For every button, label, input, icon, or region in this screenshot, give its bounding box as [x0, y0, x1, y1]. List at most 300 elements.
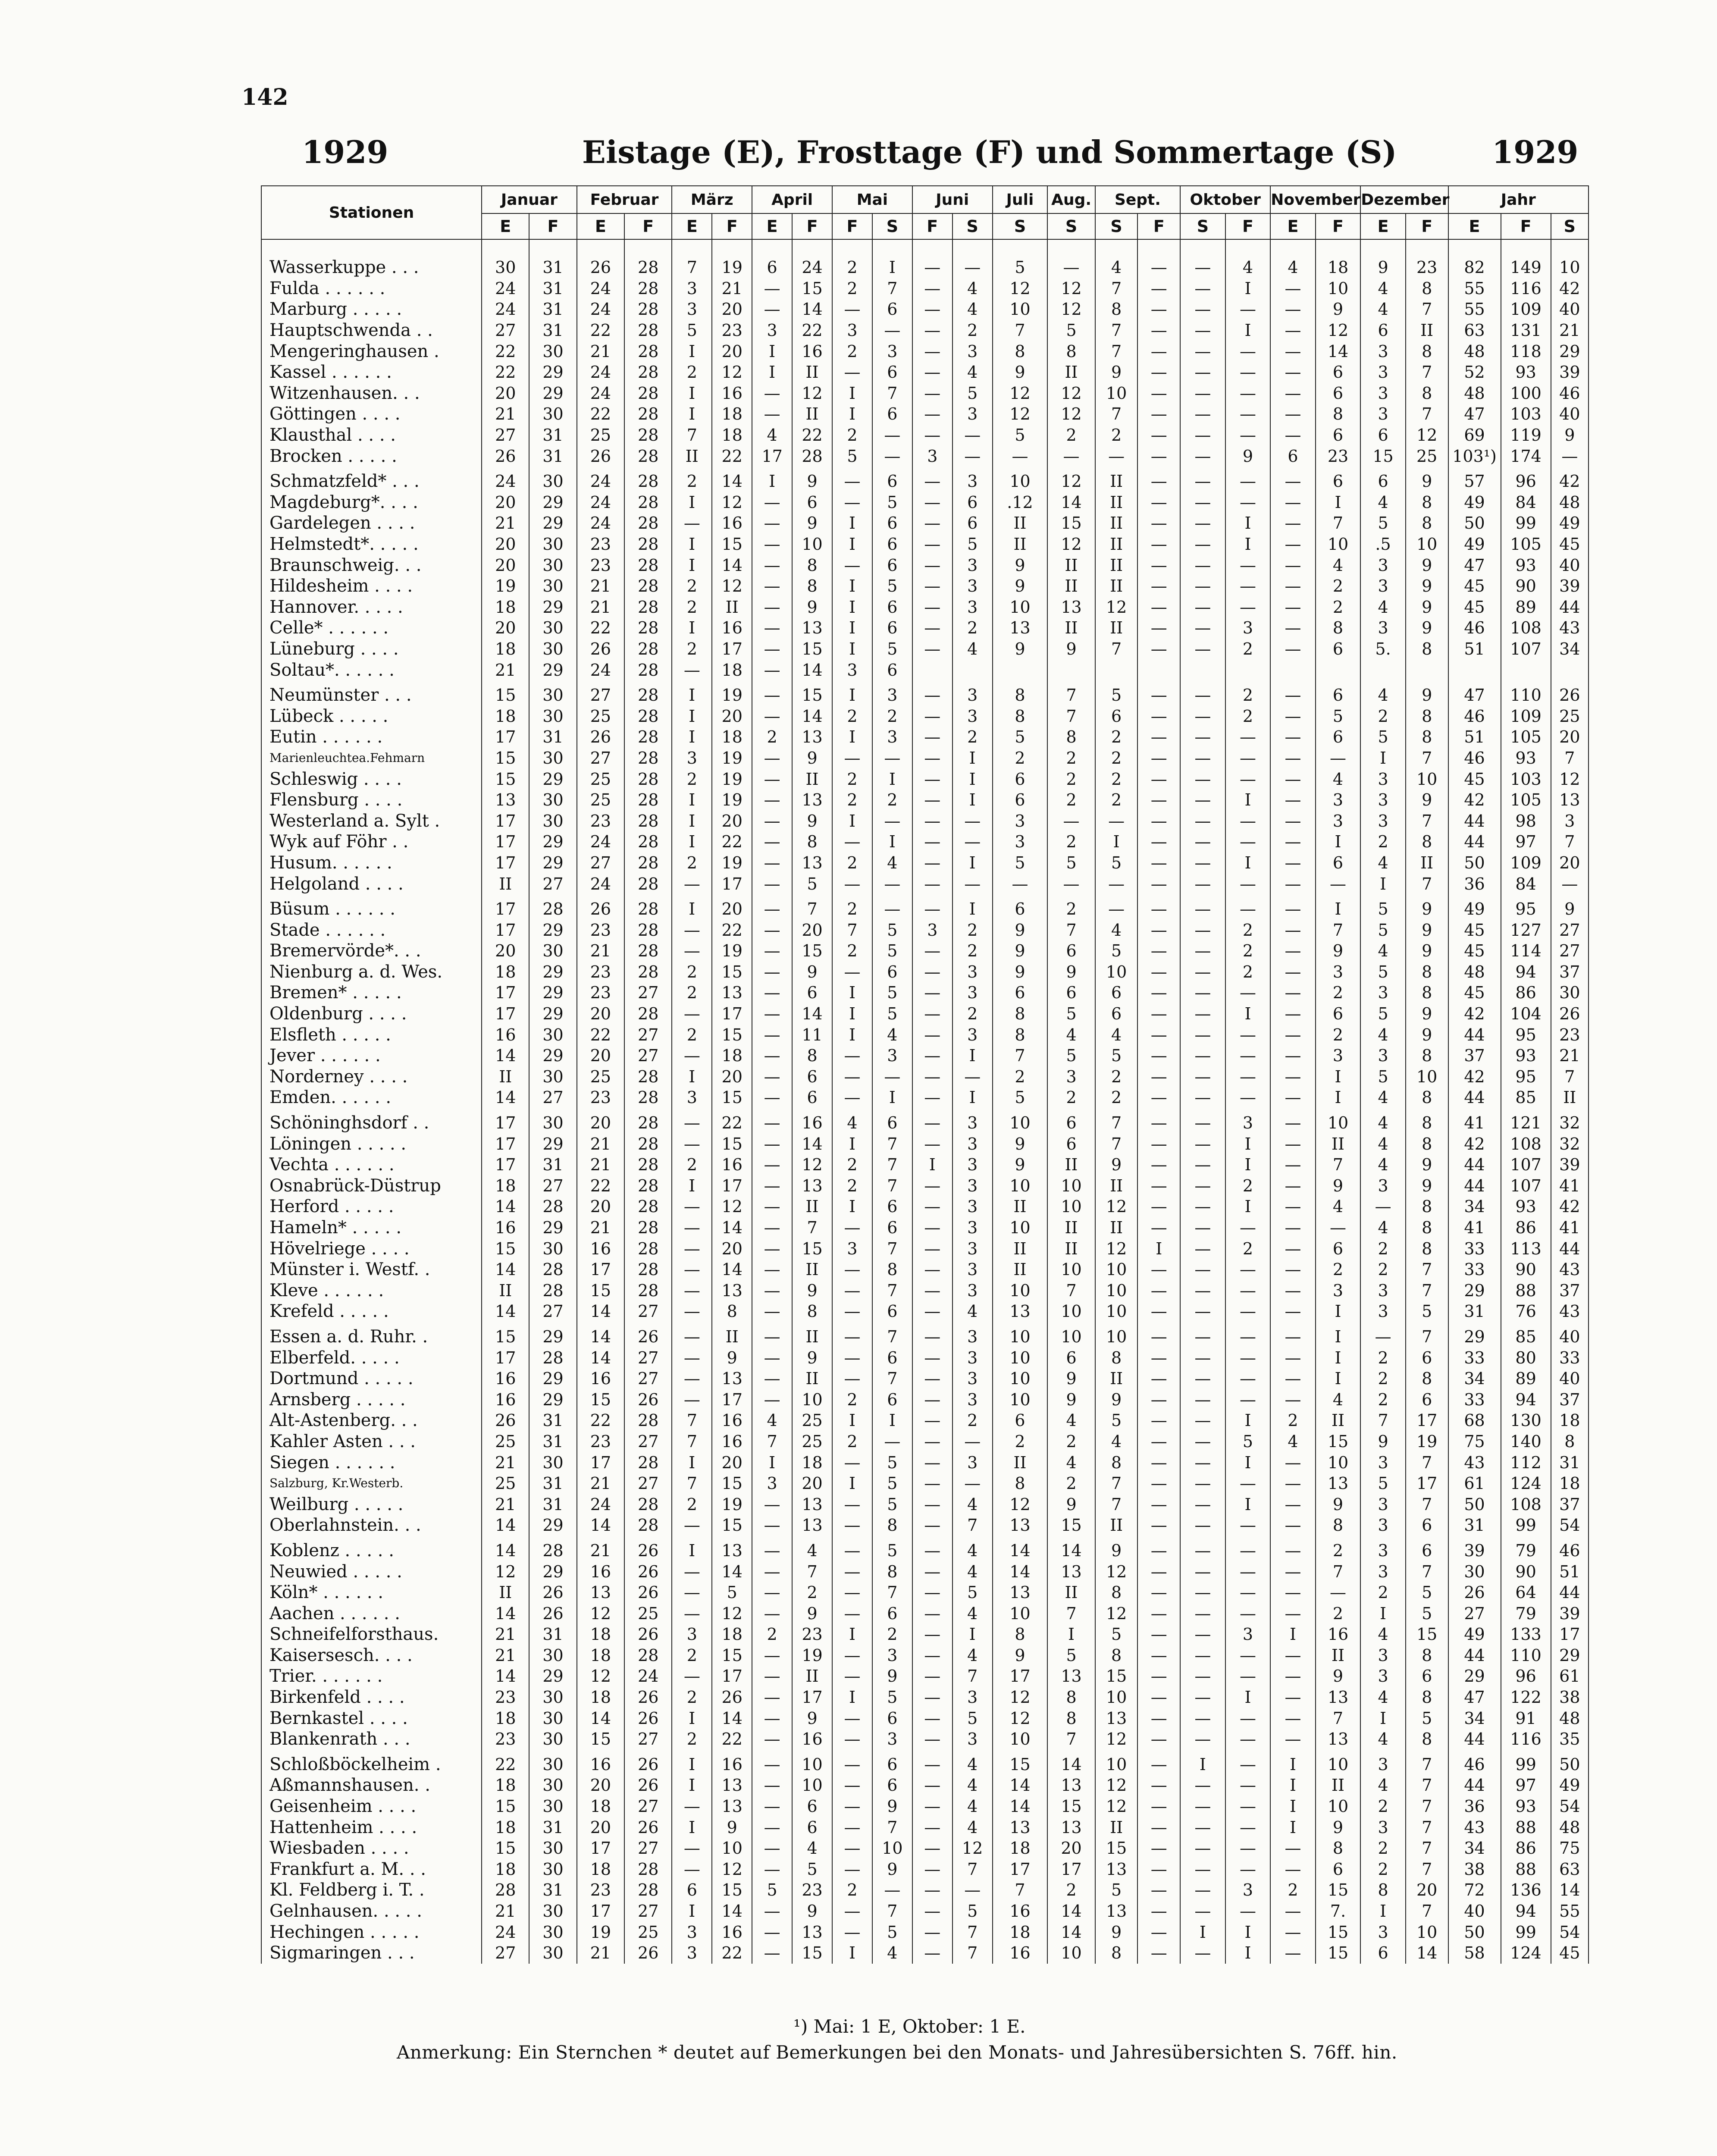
value-cell: 10	[993, 299, 1048, 320]
value-cell: 9	[1316, 299, 1361, 320]
value-cell: I	[672, 1066, 712, 1087]
value-cell: 16	[577, 1368, 624, 1389]
subcolumn-header: F	[1316, 213, 1361, 239]
value-cell: 14	[712, 1259, 752, 1280]
value-cell: 13	[1095, 1859, 1138, 1880]
value-cell: 98	[1501, 810, 1551, 831]
value-cell: 103	[1501, 768, 1551, 790]
value-cell: 27	[624, 1473, 672, 1494]
value-cell: —	[752, 1775, 792, 1796]
value-cell: 25	[577, 790, 624, 811]
value-cell: 9	[993, 1154, 1048, 1175]
value-cell: —	[752, 1603, 792, 1624]
subcolumn-header: S	[872, 213, 912, 239]
value-cell: 16	[712, 1921, 752, 1943]
value-cell: 8	[1047, 1687, 1095, 1708]
value-cell: —	[912, 1515, 952, 1536]
value-cell: 28	[624, 341, 672, 362]
value-cell: 6	[872, 1347, 912, 1368]
value-cell: 7	[872, 383, 912, 404]
value-cell: I	[672, 534, 712, 555]
value-cell: —	[1180, 919, 1225, 940]
value-cell: 21	[712, 278, 752, 299]
value-cell: 30	[529, 1452, 577, 1473]
value-cell: 24	[577, 831, 624, 852]
value-cell: 97	[1501, 1775, 1551, 1796]
value-cell: 15	[1406, 1624, 1448, 1645]
value-cell: 4	[1360, 1687, 1406, 1708]
value-cell: 3	[1360, 362, 1406, 383]
value-cell: 26	[624, 1750, 672, 1775]
value-cell: 13	[792, 852, 832, 874]
value-cell: 2	[1047, 748, 1095, 769]
value-cell: I	[752, 341, 792, 362]
value-cell: 7	[1551, 748, 1589, 769]
station-name: Helgoland . . . .	[261, 873, 482, 894]
value-cell: 8	[1316, 404, 1361, 425]
value-cell: 103	[1501, 404, 1551, 425]
value-cell: 5	[872, 1452, 912, 1473]
value-cell: 7	[872, 1817, 912, 1838]
spacer-cell	[872, 239, 912, 257]
value-cell: 31	[529, 299, 577, 320]
value-cell: 12	[577, 1603, 624, 1624]
annotation: Anmerkung: Ein Sternchen * deutet auf Bemerkungen bei den Monats- und Jahresübersichten S. 76ff. hin.	[397, 2042, 1397, 2063]
value-cell: 2	[832, 705, 872, 727]
value-cell: 26	[712, 1687, 752, 1708]
value-cell: —	[1180, 1024, 1225, 1045]
value-cell: —	[1270, 982, 1316, 1003]
value-cell: 9	[872, 1859, 912, 1880]
value-cell: 6	[1270, 445, 1316, 467]
value-cell: 20	[712, 810, 752, 831]
value-cell: 23	[577, 555, 624, 576]
value-cell: —	[1225, 341, 1271, 362]
station-name: Salzburg, Kr.Westerb.	[261, 1473, 482, 1494]
value-cell: 3	[1316, 810, 1361, 831]
value-cell: —	[1137, 639, 1180, 660]
value-cell: 31	[1448, 1301, 1501, 1322]
value-cell: 127	[1501, 919, 1551, 940]
value-cell: —	[912, 1368, 952, 1389]
value-cell: 44	[1448, 1775, 1501, 1796]
value-cell: 16	[577, 1238, 624, 1259]
value-cell: 10	[993, 1389, 1048, 1410]
value-cell: —	[1180, 940, 1225, 962]
value-cell: —	[1270, 299, 1316, 320]
value-cell: —	[1270, 1347, 1316, 1368]
value-cell: —	[1270, 790, 1316, 811]
value-cell: II	[1316, 1133, 1361, 1154]
value-cell: 10	[1095, 1301, 1138, 1322]
value-cell: 10	[1095, 1687, 1138, 1708]
table-row	[261, 576, 1589, 597]
value-cell: 3	[1360, 768, 1406, 790]
value-cell: 7	[1095, 320, 1138, 341]
station-name: Hildesheim . . . .	[261, 576, 482, 597]
value-cell: 3	[952, 1687, 993, 1708]
table-row	[261, 1494, 1589, 1515]
value-cell: 5	[993, 1087, 1048, 1108]
value-cell: 5	[1047, 852, 1095, 874]
value-cell: I	[952, 1045, 993, 1066]
page-title: Eistage (E), Frosttage (F) und Sommertage (S)	[582, 134, 1397, 170]
value-cell: 7	[1406, 1750, 1448, 1775]
value-cell: 28	[624, 1217, 672, 1238]
value-cell: 22	[712, 1729, 752, 1750]
value-cell: 5	[952, 1901, 993, 1922]
value-cell: I	[672, 1708, 712, 1729]
value-cell: 50	[1448, 1494, 1501, 1515]
value-cell: 7	[872, 1154, 912, 1175]
station-name: Wiesbaden . . . .	[261, 1838, 482, 1859]
table-row	[261, 1452, 1589, 1473]
value-cell: 33	[1551, 1347, 1589, 1368]
value-cell: 75	[1448, 1431, 1501, 1452]
value-cell: —	[1047, 445, 1095, 467]
value-cell: 9	[712, 1817, 752, 1838]
table-row	[261, 597, 1589, 618]
table-row	[261, 1238, 1589, 1259]
value-cell: —	[1137, 810, 1180, 831]
value-cell: 9	[792, 513, 832, 534]
value-cell: 23	[577, 1431, 624, 1452]
value-cell: 6	[1047, 1133, 1095, 1154]
value-cell: 39	[1551, 1603, 1589, 1624]
value-cell: 40	[1551, 555, 1589, 576]
value-cell: —	[1225, 383, 1271, 404]
value-cell: —	[912, 1943, 952, 1964]
value-cell: 15	[482, 1838, 529, 1859]
value-cell: 9	[1406, 597, 1448, 618]
value-cell: 21	[482, 1494, 529, 1515]
value-cell: 9	[792, 597, 832, 618]
value-cell: —	[1180, 852, 1225, 874]
value-cell: —	[1137, 1645, 1180, 1666]
table-row	[261, 1280, 1589, 1301]
value-cell: —	[1225, 1796, 1271, 1817]
value-cell: 8	[1406, 1645, 1448, 1666]
value-cell: 24	[577, 362, 624, 383]
value-cell: —	[1180, 1322, 1225, 1348]
value-cell: 31	[529, 278, 577, 299]
value-cell: 113	[1501, 1238, 1551, 1259]
value-cell: 10	[1316, 1796, 1361, 1817]
value-cell: 25	[577, 705, 624, 727]
value-cell: 13	[792, 1515, 832, 1536]
value-cell: —	[752, 1729, 792, 1750]
value-cell: —	[912, 831, 952, 852]
spacer-cell	[672, 239, 712, 257]
value-cell: 9	[1095, 1536, 1138, 1561]
value-cell: 37	[1551, 1280, 1589, 1301]
value-cell: —	[1270, 467, 1316, 492]
value-cell: 2	[672, 576, 712, 597]
value-cell: 3	[952, 962, 993, 983]
value-cell: —	[912, 467, 952, 492]
value-cell: —	[912, 1108, 952, 1134]
value-cell: —	[1095, 873, 1138, 894]
value-cell: 52	[1448, 362, 1501, 383]
value-cell: 12	[1316, 320, 1361, 341]
value-cell: —	[1180, 383, 1225, 404]
subcolumn-header: E	[482, 213, 529, 239]
value-cell: —	[912, 1645, 952, 1666]
value-cell: —	[1137, 1175, 1180, 1197]
value-cell: 4	[1360, 1729, 1406, 1750]
value-cell: 7	[1316, 1154, 1361, 1175]
value-cell: 4	[1360, 597, 1406, 618]
value-cell: 4	[872, 852, 912, 874]
value-cell: 116	[1501, 278, 1551, 299]
value-cell: 14	[993, 1561, 1048, 1582]
value-cell: II	[993, 1259, 1048, 1280]
value-cell: 16	[482, 1024, 529, 1045]
value-cell: 16	[577, 1561, 624, 1582]
value-cell: —	[672, 1582, 712, 1603]
value-cell: —	[1225, 1750, 1271, 1775]
value-cell: 22	[577, 404, 624, 425]
value-cell: 7	[1406, 362, 1448, 383]
station-name: Hannover. . . . .	[261, 597, 482, 618]
value-cell: 105	[1501, 790, 1551, 811]
value-cell: 13	[712, 1280, 752, 1301]
value-cell: 3	[1360, 383, 1406, 404]
value-cell: 30	[529, 705, 577, 727]
value-cell: 7	[792, 894, 832, 920]
value-cell: 5	[952, 1582, 993, 1603]
value-cell: —	[912, 1901, 952, 1922]
value-cell: 12	[1047, 467, 1095, 492]
table-row	[261, 362, 1589, 383]
station-name: Weilburg . . . . .	[261, 1494, 482, 1515]
value-cell: 8	[1095, 1347, 1138, 1368]
value-cell: —	[832, 1775, 872, 1796]
value-cell: —	[1137, 705, 1180, 727]
value-cell: 27	[624, 1368, 672, 1389]
value-cell: II	[672, 445, 712, 467]
table-row	[261, 1536, 1589, 1561]
value-cell: 6	[1360, 1943, 1406, 1964]
value-cell: 29	[1448, 1280, 1501, 1301]
page-number: 142	[241, 84, 288, 110]
value-cell: —	[752, 1666, 792, 1687]
value-cell: 12	[1047, 278, 1095, 299]
spacer-cell	[993, 239, 1048, 257]
value-cell: 9	[993, 962, 1048, 983]
value-cell: —	[752, 1750, 792, 1775]
value-cell: 3	[1360, 1645, 1406, 1666]
value-cell: 75	[1551, 1838, 1589, 1859]
station-name: Witzenhausen. . .	[261, 383, 482, 404]
value-cell: 17	[712, 873, 752, 894]
value-cell: —	[1270, 1921, 1316, 1943]
value-cell: 9	[1406, 1003, 1448, 1025]
value-cell: 6	[1360, 467, 1406, 492]
value-cell: 30	[529, 1859, 577, 1880]
value-cell: 25	[624, 1921, 672, 1943]
value-cell: 28	[624, 659, 672, 680]
table-row	[261, 1217, 1589, 1238]
value-cell: 4	[952, 639, 993, 660]
value-cell: 13	[1047, 1666, 1095, 1687]
value-cell: 12	[952, 1838, 993, 1859]
value-cell: 13	[577, 1582, 624, 1603]
value-cell: I	[672, 727, 712, 748]
value-cell: 15	[712, 1515, 752, 1536]
table-row	[261, 748, 1589, 769]
value-cell: 2	[672, 1024, 712, 1045]
value-cell: 5	[1095, 852, 1138, 874]
value-cell: II	[1095, 1217, 1138, 1238]
value-cell: 10	[993, 1729, 1048, 1750]
value-cell: —	[752, 1045, 792, 1066]
value-cell: —	[912, 1452, 952, 1473]
value-cell: 25	[624, 1603, 672, 1624]
value-cell: —	[1225, 555, 1271, 576]
value-cell: —	[872, 425, 912, 446]
value-cell: —	[1270, 873, 1316, 894]
value-cell: 3	[872, 1045, 912, 1066]
value-cell: —	[912, 727, 952, 748]
value-cell: —	[1180, 748, 1225, 769]
value-cell: 28	[624, 1515, 672, 1536]
value-cell: 2	[1360, 1859, 1406, 1880]
value-cell: 8	[1095, 1943, 1138, 1964]
value-cell: 29	[1448, 1666, 1501, 1687]
value-cell: 50	[1448, 513, 1501, 534]
value-cell: 8	[1406, 341, 1448, 362]
table-row	[261, 1750, 1589, 1775]
value-cell: —	[912, 1536, 952, 1561]
value-cell: —	[1270, 1154, 1316, 1175]
value-cell: 2	[1225, 705, 1271, 727]
value-cell: 46	[1448, 617, 1501, 639]
value-cell: 23	[577, 962, 624, 983]
value-cell: 7	[672, 1473, 712, 1494]
value-cell: —	[1137, 1536, 1180, 1561]
value-cell: 42	[1551, 467, 1589, 492]
value-cell: 13	[792, 1921, 832, 1943]
value-cell: 45	[1448, 940, 1501, 962]
value-cell: 15	[712, 534, 752, 555]
value-cell: 28	[624, 1133, 672, 1154]
value-cell: —	[1137, 1880, 1180, 1901]
value-cell: 42	[1551, 1196, 1589, 1217]
value-cell: 58	[1448, 1943, 1501, 1964]
spacer-cell	[1270, 239, 1316, 257]
value-cell: 27	[624, 982, 672, 1003]
value-cell: 4	[1225, 257, 1271, 278]
value-cell: —	[1180, 1838, 1225, 1859]
value-cell: 7	[672, 1431, 712, 1452]
value-cell: 31	[1448, 1515, 1501, 1536]
value-cell: 49	[1551, 513, 1589, 534]
value-cell: 4	[1360, 1133, 1406, 1154]
table-row	[261, 1515, 1589, 1536]
value-cell: 2	[1360, 1389, 1406, 1410]
value-cell: —	[1137, 940, 1180, 962]
station-name: Herford . . . . .	[261, 1196, 482, 1217]
value-cell: 31	[529, 1494, 577, 1515]
value-cell: —	[1137, 1389, 1180, 1410]
value-cell: 30	[1448, 1561, 1501, 1582]
value-cell: —	[1180, 1196, 1225, 1217]
value-cell: I	[832, 680, 872, 706]
value-cell: 41	[1551, 1175, 1589, 1197]
value-cell: 149	[1501, 257, 1551, 278]
value-cell: —	[1137, 1750, 1180, 1775]
subcolumn-header: F	[624, 213, 672, 239]
value-cell: 28	[482, 1880, 529, 1901]
value-cell: —	[1180, 492, 1225, 513]
value-cell: 9	[1406, 1175, 1448, 1197]
value-cell: 93	[1501, 748, 1551, 769]
value-cell: 6	[1095, 1003, 1138, 1025]
value-cell: —	[1180, 1817, 1225, 1838]
value-cell: 14	[482, 1196, 529, 1217]
value-cell: 7	[1047, 1603, 1095, 1624]
value-cell: —	[752, 852, 792, 874]
value-cell: 8	[1406, 727, 1448, 748]
value-cell: 7	[1047, 1280, 1095, 1301]
value-cell: 15	[577, 1280, 624, 1301]
value-cell: 6	[1406, 1536, 1448, 1561]
value-cell: —	[1180, 1045, 1225, 1066]
value-cell: I	[1225, 1196, 1271, 1217]
value-cell: —	[1225, 1515, 1271, 1536]
value-cell: 5	[712, 1582, 752, 1603]
value-cell: —	[752, 1536, 792, 1561]
value-cell: 13	[712, 1775, 752, 1796]
value-cell: 30	[529, 1238, 577, 1259]
value-cell: —	[1270, 894, 1316, 920]
value-cell: 30	[529, 1921, 577, 1943]
value-cell: —	[1180, 810, 1225, 831]
value-cell: 18	[482, 705, 529, 727]
value-cell: 6	[1360, 425, 1406, 446]
value-cell: 27	[624, 1729, 672, 1750]
value-cell: —	[1270, 1452, 1316, 1473]
value-cell: II	[482, 1280, 529, 1301]
value-cell: 7	[1047, 919, 1095, 940]
value-cell: 16	[712, 1750, 752, 1775]
subcolumn-header: F	[1406, 213, 1448, 239]
value-cell: —	[1137, 1921, 1180, 1943]
value-cell: 18	[1551, 1410, 1589, 1431]
value-cell: —	[752, 982, 792, 1003]
value-cell: 3	[1360, 404, 1406, 425]
value-cell: 16	[482, 1368, 529, 1389]
value-cell: 28	[624, 320, 672, 341]
value-cell: 9	[1406, 940, 1448, 962]
value-cell: 19	[712, 768, 752, 790]
value-cell: 5	[1095, 1410, 1138, 1431]
value-cell: 7	[1406, 1561, 1448, 1582]
value-cell: .5	[1360, 534, 1406, 555]
station-name: Geisenheim . . . .	[261, 1796, 482, 1817]
value-cell: —	[872, 320, 912, 341]
value-cell: —	[1225, 1708, 1271, 1729]
value-cell: 7	[1095, 341, 1138, 362]
value-cell: 16	[712, 1410, 752, 1431]
value-cell	[1551, 659, 1589, 680]
value-cell: 9	[1047, 639, 1095, 660]
value-cell: 7	[1406, 1817, 1448, 1838]
value-cell: 34	[1448, 1708, 1501, 1729]
value-cell: 9	[1406, 919, 1448, 940]
value-cell: 28	[624, 810, 672, 831]
